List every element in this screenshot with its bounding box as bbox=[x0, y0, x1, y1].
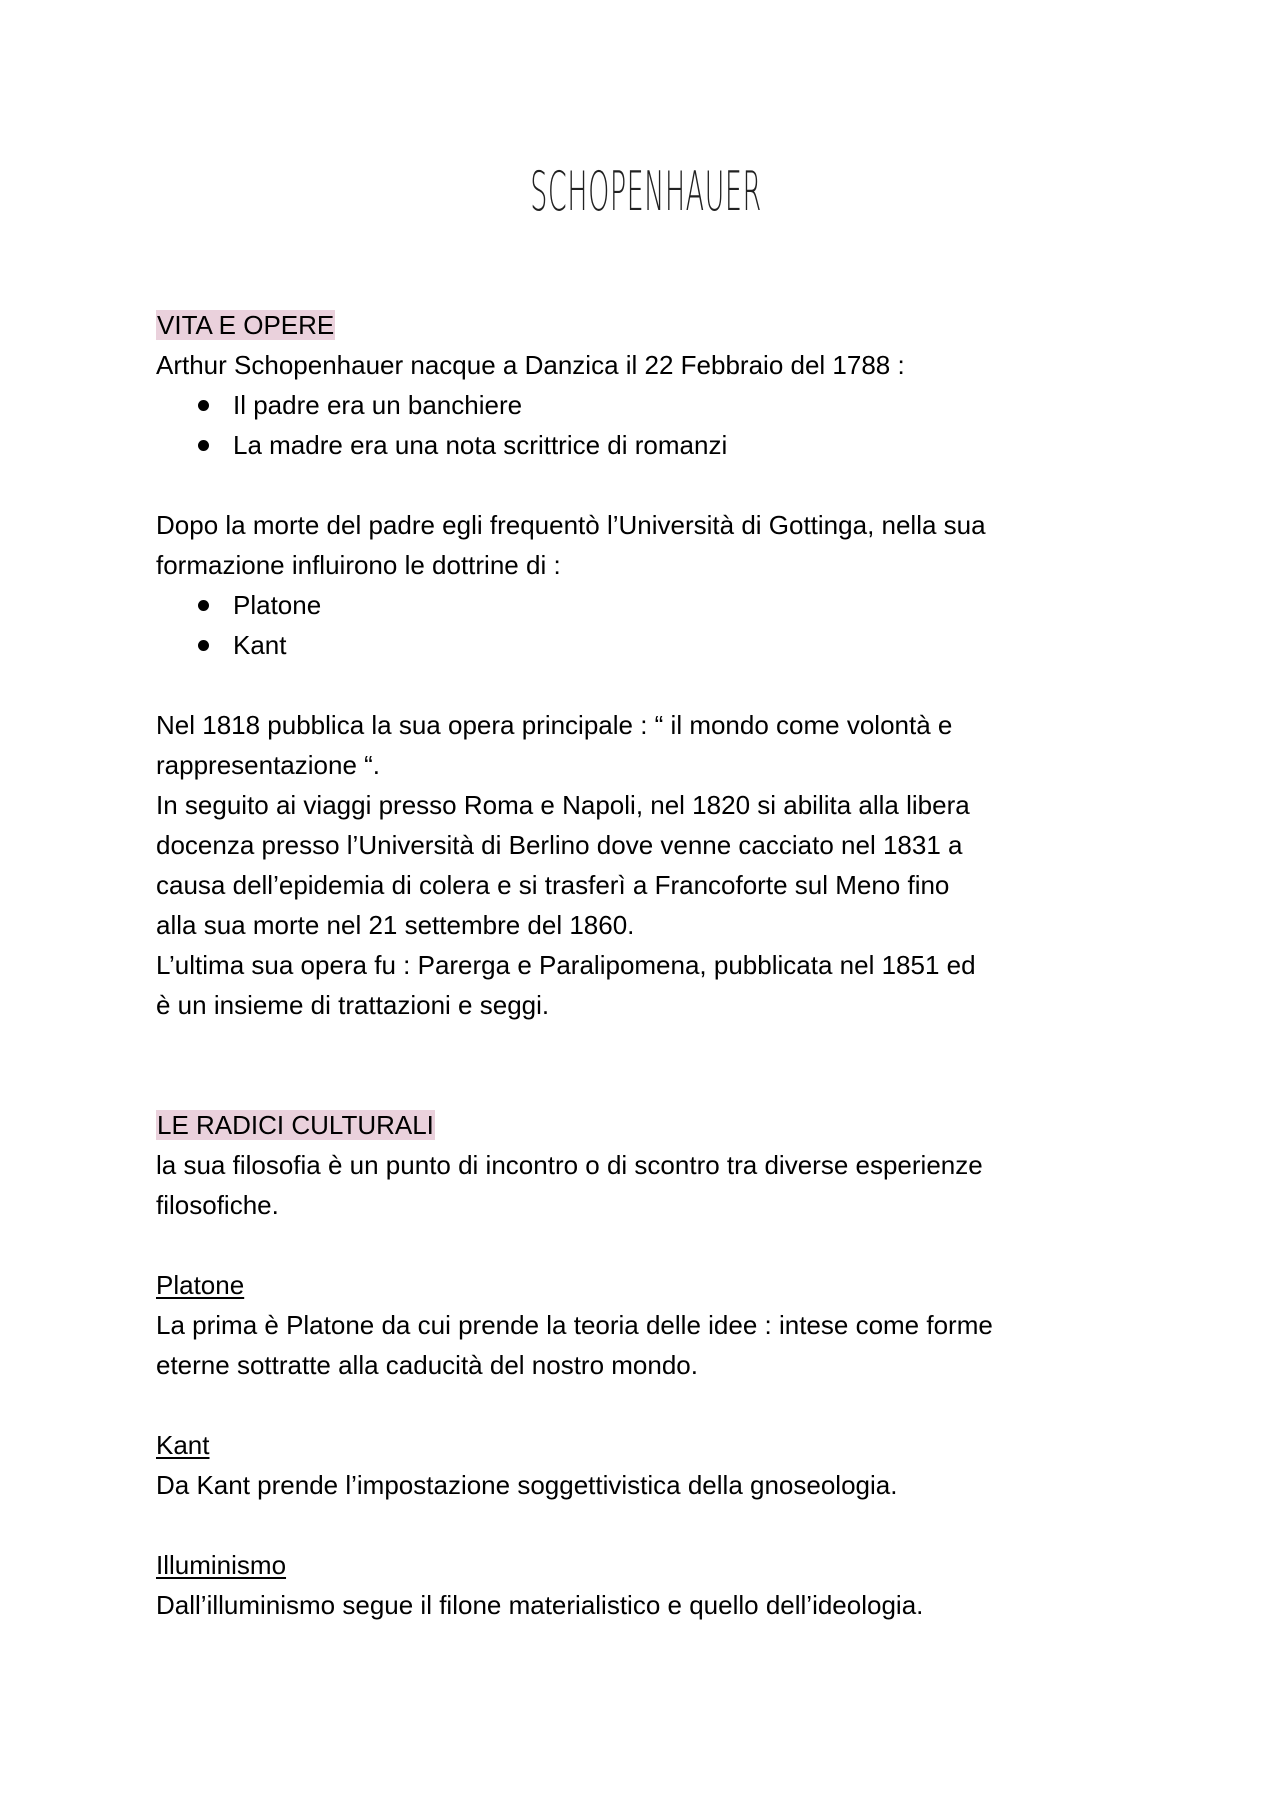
paragraph-line: rappresentazione “. bbox=[156, 750, 381, 780]
bullet-icon bbox=[198, 600, 209, 611]
paragraph-line: docenza presso l’Università di Berlino dove venne cacciato nel 1831 a bbox=[156, 830, 963, 860]
section-heading-radici-culturali: LE RADICI CULTURALI bbox=[157, 1110, 434, 1140]
subheading-illuminismo: Illuminismo bbox=[156, 1550, 287, 1580]
blank-line bbox=[156, 1505, 1156, 1545]
bullet-icon bbox=[198, 400, 209, 411]
bullet-icon bbox=[198, 640, 209, 651]
paragraph-line: eterne sottratte alla caducità del nostro mondo. bbox=[156, 1350, 698, 1380]
blank-line bbox=[156, 1065, 1156, 1105]
bullet-icon bbox=[198, 440, 209, 451]
paragraph-line: formazione influirono le dottrine di : bbox=[156, 550, 561, 580]
list-item-text: Il padre era un banchiere bbox=[233, 390, 523, 420]
list-item-text: La madre era una nota scrittrice di romanzi bbox=[233, 430, 728, 460]
paragraph-line: Dopo la morte del padre egli frequentò l’Università di Gottinga, nella sua bbox=[156, 510, 986, 540]
list-item bbox=[156, 585, 1156, 625]
paragraph-line: L’ultima sua opera fu : Parerga e Paralipomena, pubblicata nel 1851 ed bbox=[156, 950, 976, 980]
list-item-text: Kant bbox=[233, 630, 287, 660]
paragraph-line: Arthur Schopenhauer nacque a Danzica il 22 Febbraio del 1788 : bbox=[156, 350, 905, 380]
document-title: SCHOPENHAUER bbox=[530, 160, 762, 223]
section-heading-vita-e-opere: VITA E OPERE bbox=[157, 310, 335, 340]
subheading-kant: Kant bbox=[156, 1430, 210, 1460]
paragraph-line: la sua filosofia è un punto di incontro o di scontro tra diverse esperienze bbox=[156, 1150, 983, 1180]
subheading-platone: Platone bbox=[156, 1270, 245, 1300]
list-item bbox=[156, 425, 1156, 465]
blank-line bbox=[156, 1225, 1156, 1265]
list-item-text: Platone bbox=[233, 590, 322, 620]
list-item bbox=[156, 625, 1156, 665]
paragraph-line: Da Kant prende l’impostazione soggettivistica della gnoseologia. bbox=[156, 1470, 898, 1500]
paragraph-line: è un insieme di trattazioni e seggi. bbox=[156, 990, 550, 1020]
paragraph-line: La prima è Platone da cui prende la teoria delle idee : intese come forme bbox=[156, 1310, 993, 1340]
paragraph-line: Dall’illuminismo segue il filone materialistico e quello dell’ideologia. bbox=[156, 1590, 924, 1620]
list-item bbox=[156, 385, 1156, 425]
paragraph-line: Nel 1818 pubblica la sua opera principale : “ il mondo come volontà e bbox=[156, 710, 953, 740]
blank-line bbox=[156, 1385, 1156, 1425]
paragraph-line: In seguito ai viaggi presso Roma e Napoli, nel 1820 si abilita alla libera bbox=[156, 790, 970, 820]
document-body bbox=[156, 305, 1156, 1625]
blank-line bbox=[156, 1025, 1156, 1065]
paragraph-line: filosofiche. bbox=[156, 1190, 279, 1220]
blank-line bbox=[156, 665, 1156, 705]
blank-line bbox=[156, 465, 1156, 505]
paragraph-line: causa dell’epidemia di colera e si trasferì a Francoforte sul Meno fino bbox=[156, 870, 950, 900]
paragraph-line: alla sua morte nel 21 settembre del 1860. bbox=[156, 910, 635, 940]
